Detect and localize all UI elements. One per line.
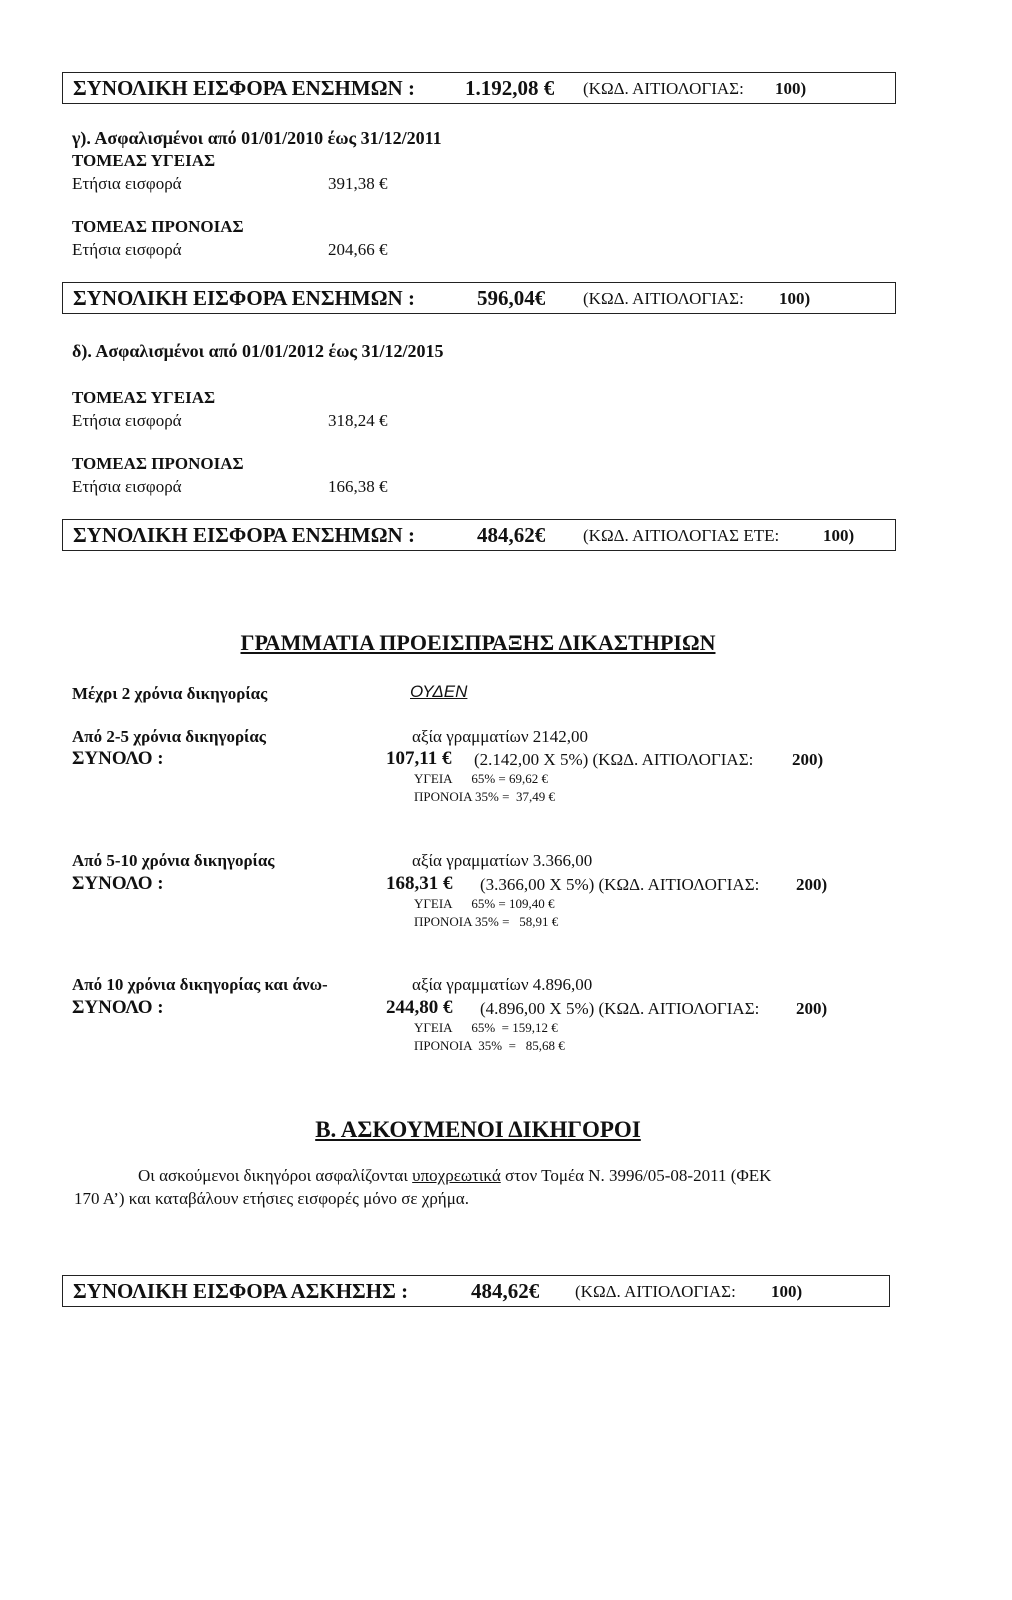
tier2-total-label: ΣΥΝΟΛΟ : (72, 873, 164, 894)
tier1-total: 107,11 € (386, 748, 452, 769)
total-stamps-box-2 (62, 282, 896, 314)
total-stamps-box-1 (62, 72, 896, 104)
tier3-label: Από 10 χρόνια δικηγορίας και άνω- (72, 975, 328, 994)
tier2-label: Από 5-10 χρόνια δικηγορίας (72, 851, 275, 870)
tier3-total-label: ΣΥΝΟΛΟ : (72, 997, 164, 1018)
tier2-health: ΥΓΕΙΑ 65% = 109,40 € (414, 896, 555, 911)
trainees-paragraph-line1 (138, 1166, 771, 1186)
total-label: ΣΥΝΟΛΙΚΗ ΕΙΣΦΟΡΑ ΑΣΚΗΣΗΣ : (73, 1279, 409, 1303)
total-amount: 484,62€ (477, 523, 546, 547)
tier3-health: ΥΓΕΙΑ 65% = 159,12 € (414, 1020, 558, 1035)
total-label: ΣΥΝΟΛΙΚΗ ΕΙΣΦΟΡΑ ΕΝΣΗΜΩΝ : (73, 286, 415, 310)
tier1-label: Από 2-5 χρόνια δικηγορίας (72, 727, 266, 746)
code-value: 100) (771, 1282, 803, 1301)
section-g-health-heading: ΤΟΜΕΑΣ ΥΓΕΙΑΣ (72, 151, 216, 170)
section-g-provident-label: Ετήσια εισφορά (72, 240, 182, 259)
tier0-value: ΟΥΔΕΝ (410, 682, 468, 701)
code-value: 100) (823, 526, 855, 545)
tier3-provident: ΠΡΟΝΟΙΑ 35% = 85,68 € (414, 1038, 565, 1053)
total-practice-box (62, 1275, 890, 1307)
tier1-stamp-value: αξία γραμματίων 2142,00 (412, 727, 589, 746)
tier2-provident: ΠΡΟΝΟΙΑ 35% = 58,91 € (414, 914, 559, 929)
total-stamps-box-3 (62, 519, 896, 551)
code-label: (ΚΩΔ. ΑΙΤΙΟΛΟΓΙΑΣ: (575, 1282, 736, 1301)
para-start: Οι ασκούμενοι δικηγόροι ασφαλίζονται (138, 1166, 413, 1185)
section-d-title: δ). Ασφαλισμένοι από 01/01/2012 έως 31/12/2015 (72, 341, 444, 361)
code-label: (ΚΩΔ. ΑΙΤΙΟΛΟΓΙΑΣ ΕΤΕ: (583, 526, 780, 545)
tier3-stamp-value: αξία γραμματίων 4.896,00 (412, 975, 593, 994)
trainees-paragraph-line2: 170 Α’) και καταβάλουν ετήσιες εισφορές μόνο σε χρήμα. (74, 1189, 469, 1208)
tier2-stamp-value: αξία γραμματίων 3.366,00 (412, 851, 593, 870)
section-d-health-value: 318,24 € (328, 411, 388, 430)
total-label: ΣΥΝΟΛΙΚΗ ΕΙΣΦΟΡΑ ΕΝΣΗΜΩΝ : (73, 523, 415, 547)
code-label: (ΚΩΔ. ΑΙΤΙΟΛΟΓΙΑΣ: (583, 79, 744, 98)
court-stamps-heading: ΓΡΑΜΜΑΤΙΑ ΠΡΟΕΙΣΠΡΑΞΗΣ ΔΙΚΑΣΤΗΡΙΩΝ (240, 630, 716, 655)
section-g-title: γ). Ασφαλισμένοι από 01/01/2010 έως 31/12/2011 (72, 128, 442, 148)
section-g-provident-heading: ΤΟΜΕΑΣ ΠΡΟΝΟΙΑΣ (72, 217, 244, 236)
tier1-calc: (2.142,00 Χ 5%) (ΚΩΔ. ΑΙΤΙΟΛΟΓΙΑΣ: (474, 750, 754, 769)
section-d-provident-value: 166,38 € (328, 477, 388, 496)
tier1-total-label: ΣΥΝΟΛΟ : (72, 748, 164, 769)
total-amount: 484,62€ (471, 1279, 540, 1303)
tier2-total: 168,31 € (386, 873, 453, 894)
section-d-health-heading: ΤΟΜΕΑΣ ΥΓΕΙΑΣ (72, 388, 216, 407)
tier3-total: 244,80 € (386, 997, 453, 1018)
section-d-provident-heading: ΤΟΜΕΑΣ ΠΡΟΝΟΙΑΣ (72, 454, 244, 473)
code-label: (ΚΩΔ. ΑΙΤΙΟΛΟΓΙΑΣ: (583, 289, 744, 308)
tier3-calc: (4.896,00 Χ 5%) (ΚΩΔ. ΑΙΤΙΟΛΟΓΙΑΣ: (480, 999, 760, 1018)
tier3-code: 200) (796, 999, 828, 1018)
para-underline: υποχρεωτικά (412, 1166, 501, 1185)
section-d-provident-label: Ετήσια εισφορά (72, 477, 182, 496)
code-value: 100) (779, 289, 811, 308)
tier1-code: 200) (792, 750, 824, 769)
tier1-provident: ΠΡΟΝΟΙΑ 35% = 37,49 € (414, 789, 555, 804)
tier0-label: Μέχρι 2 χρόνια δικηγορίας (72, 684, 268, 703)
code-value: 100) (775, 79, 807, 98)
total-amount: 1.192,08 € (465, 76, 555, 100)
section-g-health-value: 391,38 € (328, 174, 388, 193)
section-d-health-label: Ετήσια εισφορά (72, 411, 182, 430)
para-end: στον Τομέα Ν. 3996/05-08-2011 (ΦΕΚ (500, 1166, 772, 1185)
section-g-health-label: Ετήσια εισφορά (72, 174, 182, 193)
total-amount: 596,04€ (477, 286, 546, 310)
tier2-calc: (3.366,00 Χ 5%) (ΚΩΔ. ΑΙΤΙΟΛΟΓΙΑΣ: (480, 875, 760, 894)
tier1-health: ΥΓΕΙΑ 65% = 69,62 € (414, 771, 549, 786)
tier2-code: 200) (796, 875, 828, 894)
total-label: ΣΥΝΟΛΙΚΗ ΕΙΣΦΟΡΑ ΕΝΣΗΜΩΝ : (73, 76, 415, 100)
section-g-provident-value: 204,66 € (328, 240, 388, 259)
trainees-heading: Β. ΑΣΚΟΥΜΕΝΟΙ ΔΙΚΗΓΟΡΟΙ (315, 1117, 641, 1142)
